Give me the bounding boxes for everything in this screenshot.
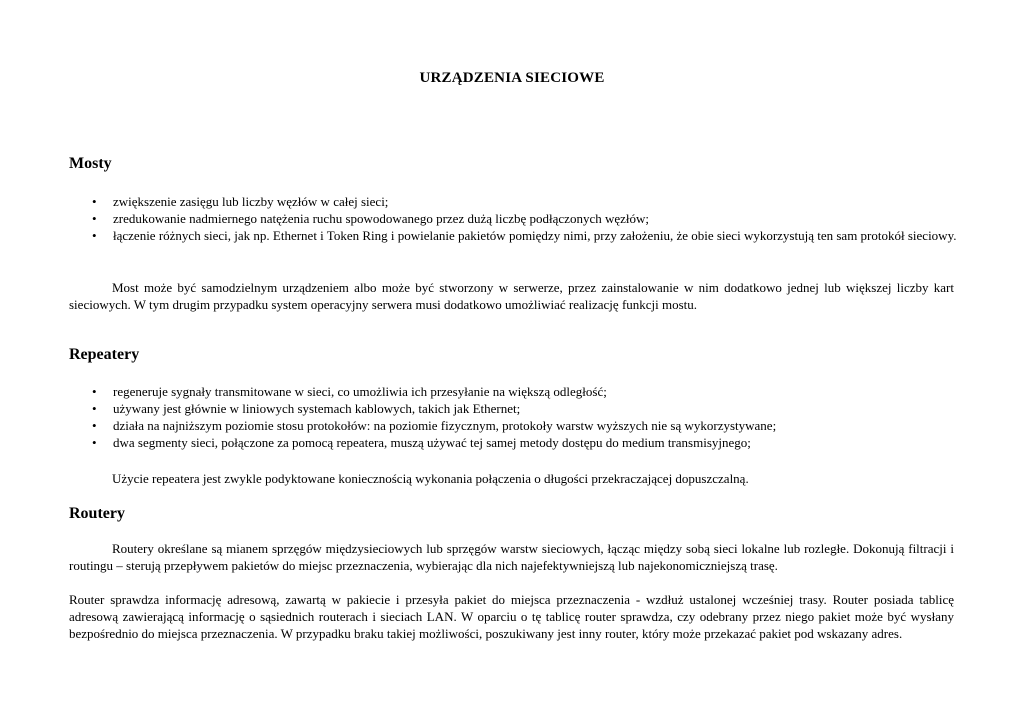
mosty-bullet-list (92, 193, 958, 244)
list-item: • zredukowanie nadmiernego natężenia ruchu spowodowanego przez dużą liczbę podłączonych węzłów; (92, 210, 958, 227)
mosty-paragraph: Most może być samodzielnym urządzeniem albo może być stworzony w serwerze, przez zainstalowanie w nim dodatkowo jednej lub większej liczby kart sieciowych. W tym drugim przypadku system operacyjny serwera musi dodatkowo umożliwiać realizację funkcji mostu. (69, 280, 954, 312)
list-item: • łączenie różnych sieci, jak np. Ethernet i Token Ring i powielanie pakietów pomiędzy nimi, przy założeniu, że obie sieci wykorzystują ten sam protokół sieciowy. (92, 227, 958, 244)
list-item: • zwiększenie zasięgu lub liczby węzłów w całej sieci; (92, 193, 958, 210)
list-item: • dwa segmenty sieci, połączone za pomocą repeatera, muszą używać tej samej metody dostępu do medium transmisyjnego; (92, 434, 958, 451)
document-title: URZĄDZENIA SIECIOWE (419, 70, 605, 86)
section-heading-mosty: Mosty (69, 155, 112, 172)
list-item: • używany jest głównie w liniowych systemach kablowych, takich jak Ethernet; (92, 400, 958, 417)
list-item: • działa na najniższym poziomie stosu protokołów: na poziomie fizycznym, protokoły warstw wyższych nie są wykorzystywane; (92, 417, 958, 434)
routery-paragraph-2: Router sprawdza informację adresową, zawartą w pakiecie i przesyła pakiet do miejsca przeznaczenia - wzdłuż ustalonej wcześniej trasy. Router posiada tablicę adresową zawierającą informację o sąsiednich routerach i sieciach LAN. W oparciu o tę tablicę router sprawdza, czy odebrany przez niego pakiet może być wysłany bezpośrednio do miejsca przeznaczenia. W przypadku braku takiej możliwości, poszukiwany jest inny router, który może przekazać pakiet pod wskazany adres. (69, 592, 954, 641)
list-item: • regeneruje sygnały transmitowane w sieci, co umożliwia ich przesyłanie na większą odległość; (92, 383, 958, 400)
repeatery-bullet-list (92, 383, 958, 451)
repeatery-paragraph: Użycie repeatera jest zwykle podyktowane koniecznością wykonania połączenia o długości przekraczającej dopuszczalną. (112, 471, 749, 486)
section-heading-routery: Routery (69, 505, 125, 522)
section-heading-repeatery: Repeatery (69, 346, 140, 363)
routery-paragraph-1: Routery określane są mianem sprzęgów międzysieciowych lub sprzęgów warstw sieciowych, łącząc między sobą sieci lokalne lub rozległe. Dokonują filtracji i routingu – sterują przepływem pakietów do miejsc przeznaczenia, wybierając dla nich najefektywniejszą lub najekonomiczniejszą trasę. (69, 541, 954, 573)
